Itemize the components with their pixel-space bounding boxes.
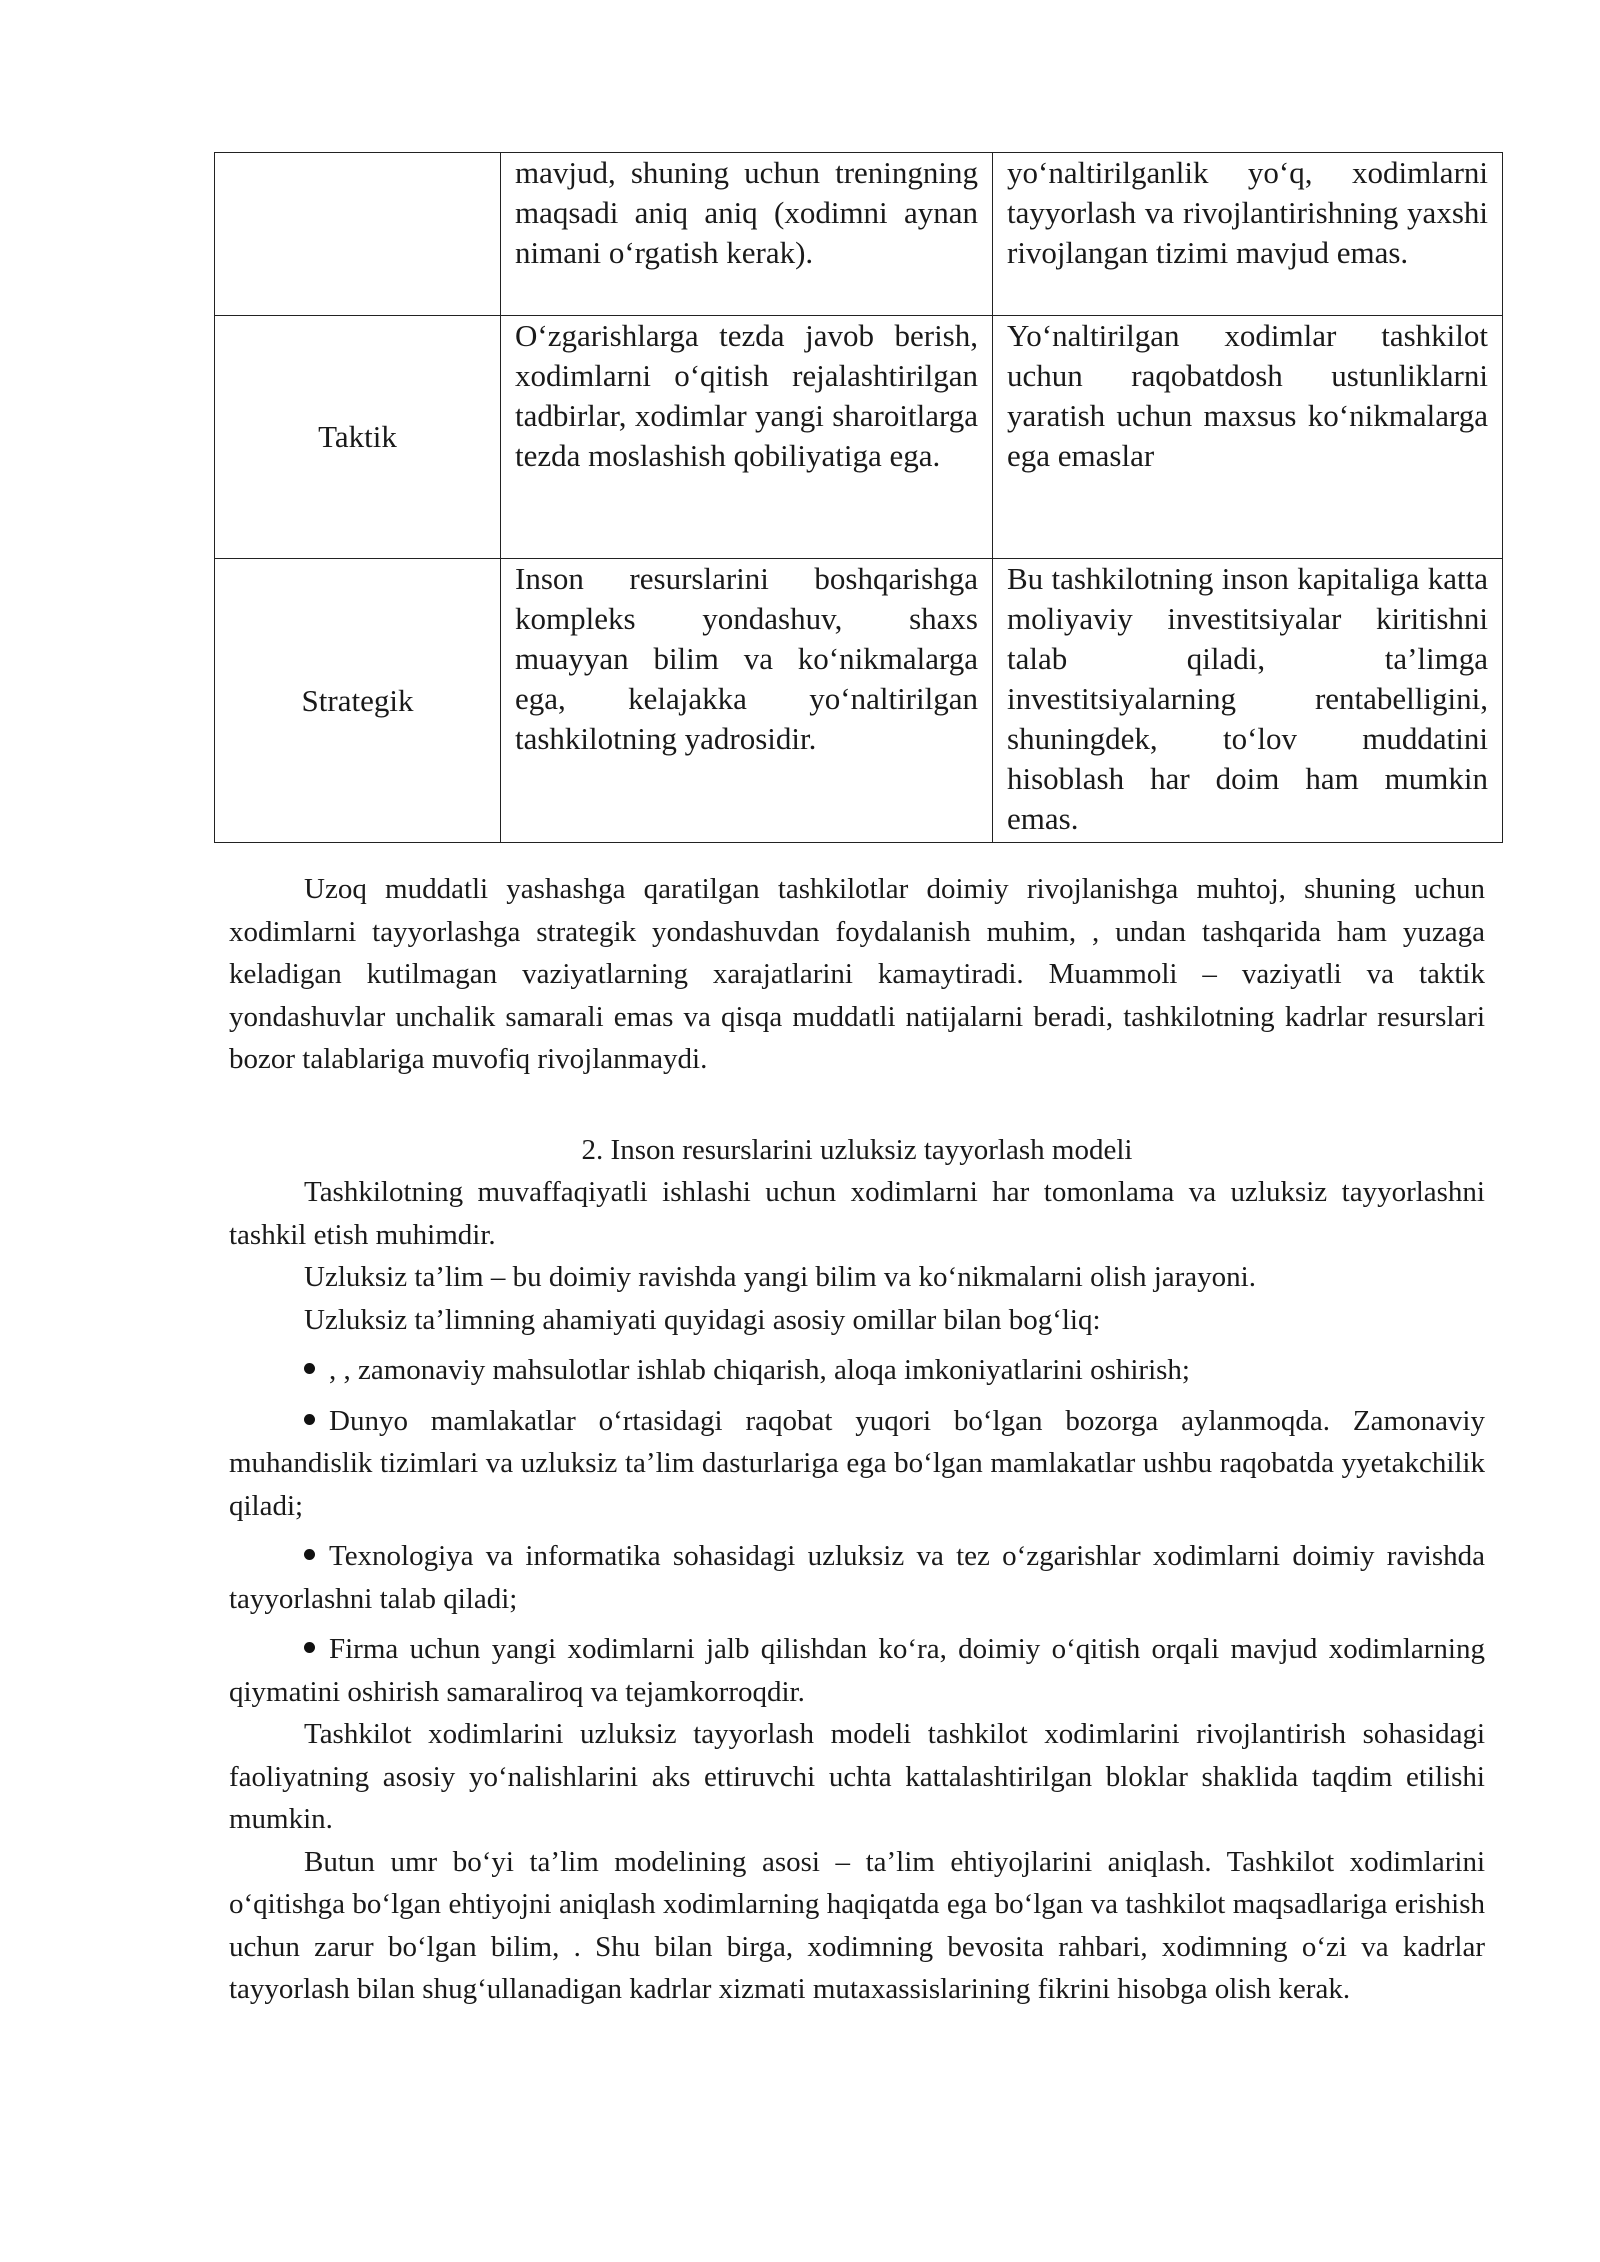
bullet-icon — [304, 1642, 315, 1653]
body-text — [229, 868, 1485, 2011]
advantages-cell: O‘zgarishlarga tezda javob berish, xodimlarni o‘qitish rejalashtirilgan tadbirlar, xodimlar yangi sharoitlarga tezda moslashish qobiliyatiga ega. — [501, 316, 993, 559]
paragraph: Uzoq muddatli yashashga qaratilgan tashkilotlar doimiy rivojlanishga muhtoj, shuning uchun xodimlarni tayyorlashga strategik yondashuvdan foydalanish muhim, , undan tashqarida ham yuzaga keladigan kutilmagan vaziyatlarning xarajatlarini kamaytiradi. Muammoli – vaziyatli va taktik yondashuvlar unchalik samarali emas va qisqa muddatli natijalarni beradi, tashkilotning kadrlar resurslari bozor talablariga muvofiq rivojlanmaydi. — [229, 873, 1485, 1075]
paragraph: Uzluksiz ta’limning ahamiyati quyidagi asosiy omillar bilan bog‘liq: — [304, 1303, 1101, 1336]
level-cell — [215, 153, 501, 316]
paragraph: Uzluksiz ta’lim – bu doimiy ravishda yangi bilim va ko‘nikmalarni olish jarayoni. — [304, 1261, 1256, 1293]
bullet-icon — [304, 1549, 315, 1560]
bullet-text: , , zamonaviy mahsulotlar ishlab chiqarish, aloqa imkoniyatlarini oshirish; — [329, 1354, 1190, 1386]
paragraph: Tashkilotning muvaffaqiyatli ishlashi uchun xodimlarni har tomonlama va uzluksiz tayyorlashni tashkil etish muhimdir. — [229, 1176, 1485, 1251]
paragraph: Tashkilot xodimlarini uzluksiz tayyorlash modeli tashkilot xodimlarini rivojlantirish sohasidagi faoliyatning asosiy yo‘nalishlarini aks ettiruvchi uchta kattalashtirilgan bloklar shaklida taqdim etilishi mumkin. — [229, 1718, 1485, 1835]
bullet-item — [229, 1628, 1485, 1713]
bullet-item — [229, 1535, 1485, 1620]
table-row — [215, 153, 1503, 316]
bullet-item — [229, 1400, 1485, 1528]
advantages-cell: mavjud, shuning uchun treningning maqsadi aniq aniq (xodimni aynan nimani o‘rgatish kerak). — [501, 153, 993, 316]
level-cell: Taktik — [215, 316, 501, 559]
advantages-cell: Inson resurslarini boshqarishga kompleks yondashuv, shaxs muayyan bilim va ko‘nikmalarga ega, kelajakka yo‘naltirilgan tashkilotning yadrosidir. — [501, 559, 993, 843]
disadvantages-cell: Yo‘naltirilgan xodimlar tashkilot uchun raqobatdosh ustunliklarni yaratish uchun maxsus ko‘nikmalarga ega emaslar — [993, 316, 1503, 559]
bullet-icon — [304, 1363, 315, 1374]
bullet-text: Texnologiya va informatika sohasidagi uzluksiz va tez o‘zgarishlar xodimlarni doimiy ravishda tayyorlashni talab qiladi; — [229, 1540, 1485, 1615]
bullet-text: Firma uchun yangi xodimlarni jalb qilishdan ko‘ra, doimiy o‘qitish orqali mavjud xodimlarning qiymatini oshirish samaraliroq va tejamkorroqdir. — [229, 1633, 1485, 1708]
approaches-table — [214, 152, 1503, 843]
bullet-icon — [304, 1414, 315, 1425]
disadvantages-cell: Bu tashkilotning inson kapitaliga katta moliyaviy investitsiyalar kiritishni talab qiladi, ta’limga investitsiyalarning rentabelligini, shuningdek, to‘lov muddatini hisoblash har doim ham mumkin emas. — [993, 559, 1503, 843]
bullet-item — [229, 1349, 1485, 1392]
table-row — [215, 559, 1503, 843]
disadvantages-cell: yo‘naltirilganlik yo‘q, xodimlarni tayyorlash va rivojlantirishning yaxshi rivojlangan tizimi mavjud emas. — [993, 153, 1503, 316]
paragraph: Butun umr bo‘yi ta’lim modelining asosi – ta’lim ehtiyojlarini aniqlash. Tashkilot xodimlarini o‘qitishga bo‘lgan ehtiyojni aniqlash xodimlarning haqiqatda ega bo‘lgan va tashkilot maqsadlariga erishish uchun zarur bo‘lgan bilim, . Shu bilan birga, xodimning bevosita rahbari, xodimning o‘zi va kadrlar tayyorlash bilan shug‘ullanadigan kadrlar xizmati mutaxassislarining fikrini hisobga olish kerak. — [229, 1845, 1485, 2005]
table-row — [215, 316, 1503, 559]
level-cell: Strategik — [215, 559, 501, 843]
bullet-text: Dunyo mamlakatlar o‘rtasidagi raqobat yuqori bo‘lgan bozorga aylanmoqda. Zamonaviy muhandislik tizimlari va uzluksiz ta’lim dasturlariga ega bo‘lgan mamlakatlar ushbu raqobatda yyetakchilik qiladi; — [229, 1404, 1485, 1522]
section-heading: 2. Inson resurslarini uzluksiz tayyorlash modeli — [581, 1133, 1133, 1166]
